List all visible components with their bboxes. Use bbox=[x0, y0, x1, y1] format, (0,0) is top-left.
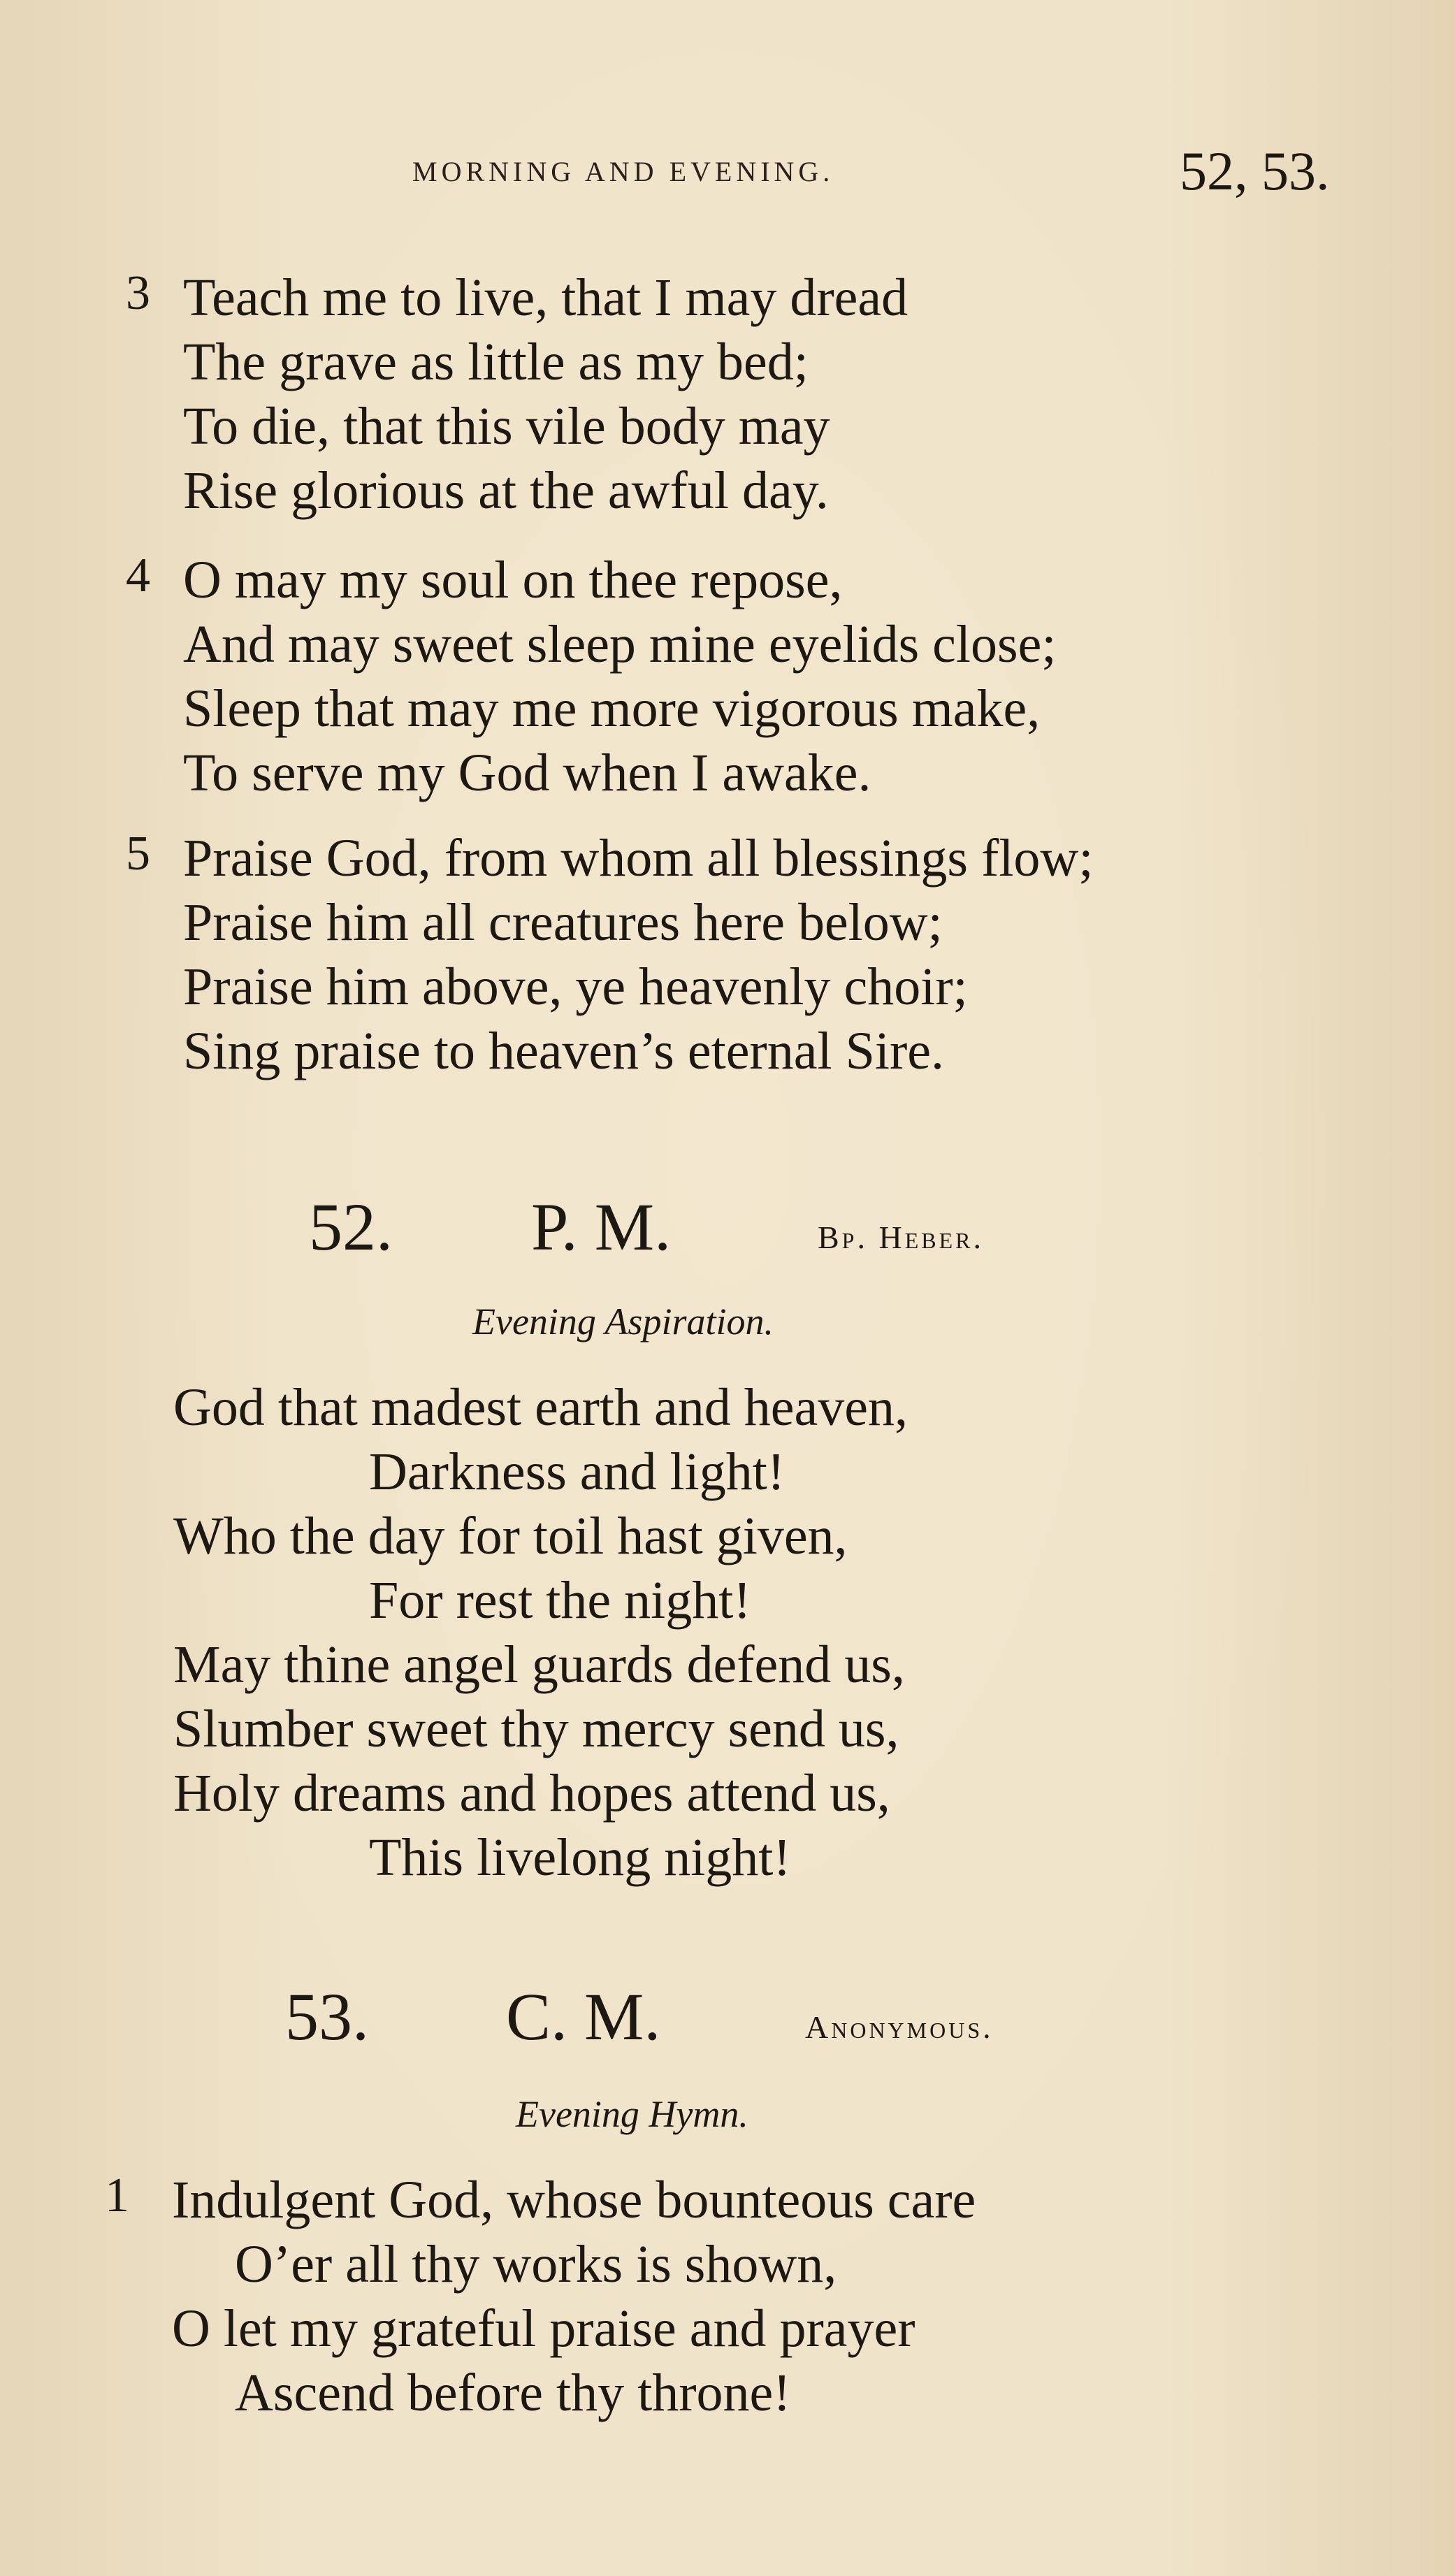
verse-line: To die, that this vile body may bbox=[183, 397, 830, 456]
verse-line: Indulgent God, whose bounteous care bbox=[172, 2171, 976, 2229]
verse-line: Sing praise to heaven’s eternal Sire. bbox=[183, 1022, 945, 1080]
verse-line: And may sweet sleep mine eyelids close; bbox=[183, 615, 1057, 674]
verse-line: Holy dreams and hopes attend us, bbox=[173, 1764, 890, 1823]
hymn-number: 53. bbox=[285, 1979, 369, 2054]
verse-line: God that madest earth and heaven, bbox=[173, 1378, 908, 1437]
verse-line: Slumber sweet thy mercy send us, bbox=[173, 1700, 899, 1758]
verse-4 bbox=[126, 548, 1056, 805]
verse-number: 3 bbox=[126, 266, 150, 320]
verse-line: Praise God, from whom all blessings flow; bbox=[183, 829, 1094, 888]
hymn-meter: C. M. bbox=[506, 1979, 661, 2054]
verse-line: To serve my God when I awake. bbox=[183, 744, 871, 802]
page-number: 52, 53. bbox=[1180, 140, 1330, 201]
hymn-meter: P. M. bbox=[531, 1189, 672, 1264]
verse-line: Teach me to live, that I may dread bbox=[183, 268, 909, 327]
running-title: MORNING AND EVENING. bbox=[412, 156, 834, 187]
verse-line: Rise glorious at the awful day. bbox=[183, 461, 829, 520]
verse-number: 1 bbox=[105, 2169, 129, 2222]
verse-line: Praise him all creatures here below; bbox=[183, 893, 943, 952]
verse-line: This livelong night! bbox=[369, 1828, 791, 1887]
verse-line: Sleep that may me more vigorous make, bbox=[183, 679, 1041, 738]
verse-line: O’er all thy works is shown, bbox=[235, 2235, 837, 2294]
verse-line: Ascend before thy throne! bbox=[235, 2364, 791, 2422]
verse-line: O let my grateful praise and prayer bbox=[172, 2299, 915, 2358]
hymn-53-subtitle: Evening Hymn. bbox=[516, 2093, 748, 2135]
hymn-52-stanza bbox=[173, 1375, 908, 1890]
verse-line: For rest the night! bbox=[369, 1571, 751, 1630]
verse-number: 4 bbox=[126, 549, 150, 602]
verse-3 bbox=[126, 266, 908, 523]
verse-line: Praise him above, ye heavenly choir; bbox=[183, 957, 968, 1016]
hymn-author: Anonymous. bbox=[805, 2009, 994, 2045]
verse-5 bbox=[126, 826, 1093, 1083]
hymn-author: Bp. Heber. bbox=[818, 1220, 984, 1255]
verse-line: The grave as little as my bed; bbox=[183, 333, 809, 391]
hymn-52-subtitle: Evening Aspiration. bbox=[472, 1301, 774, 1343]
verse-line: O may my soul on thee repose, bbox=[183, 551, 843, 609]
verse-line: Who the day for toil hast given, bbox=[173, 1507, 848, 1565]
verse-line: May thine angel guards defend us, bbox=[173, 1635, 905, 1694]
hymn-number: 52. bbox=[309, 1189, 393, 1264]
hymn-53-verse-1 bbox=[105, 2168, 976, 2425]
verse-number: 5 bbox=[126, 827, 150, 881]
verse-line: Darkness and light! bbox=[369, 1442, 786, 1501]
